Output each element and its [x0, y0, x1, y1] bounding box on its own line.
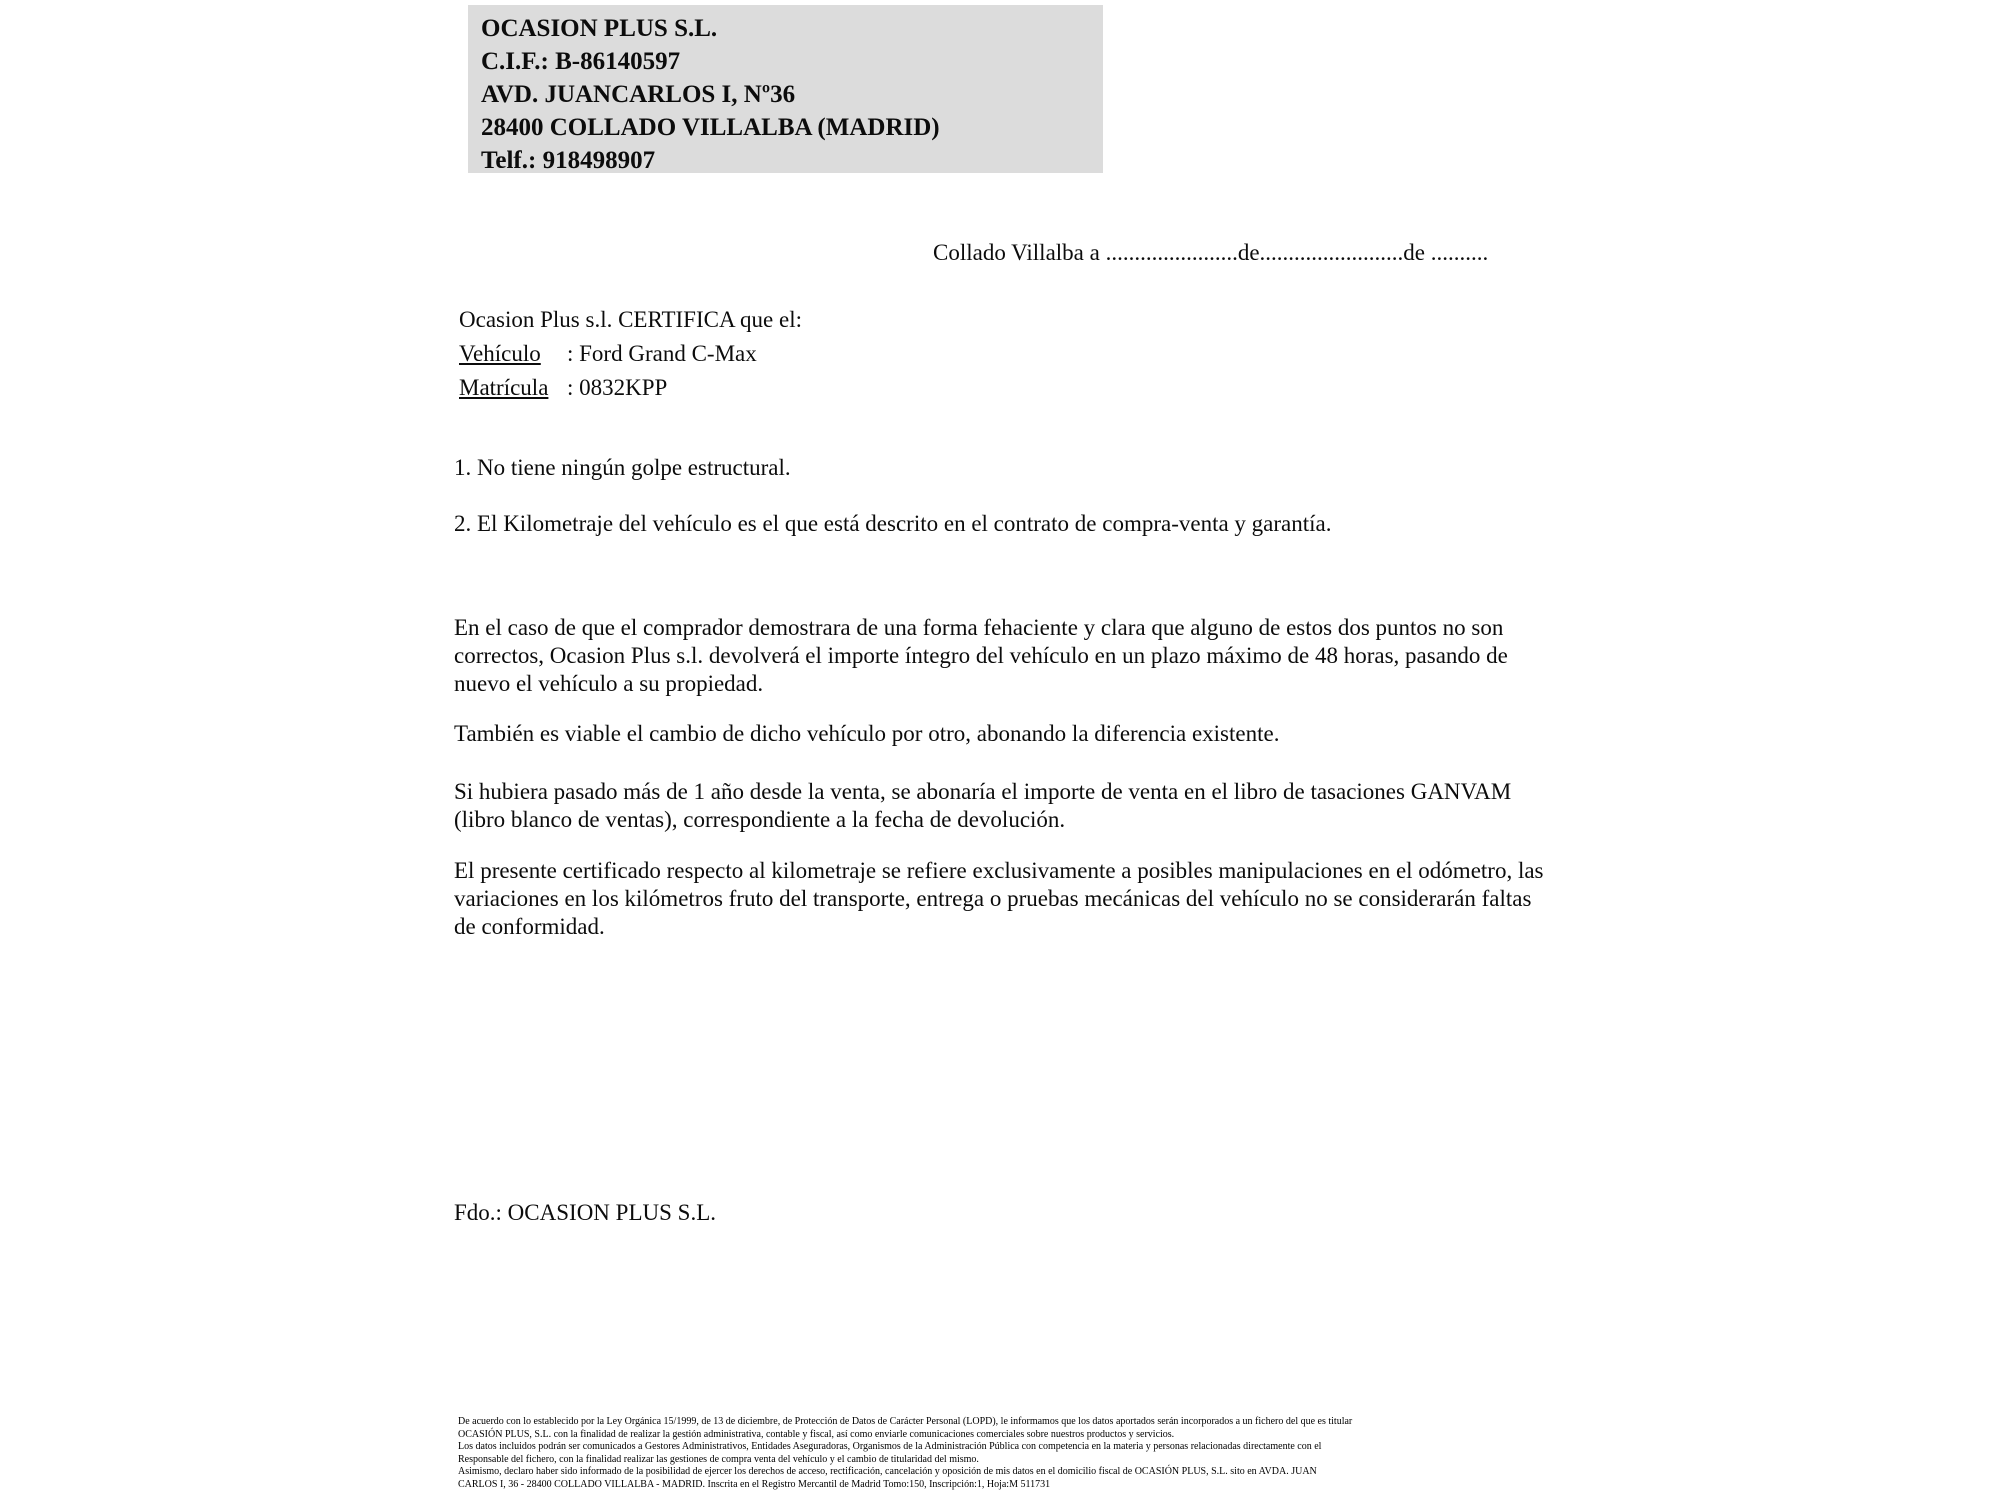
paragraph-exchange: También es viable el cambio de dicho vehículo por otro, abonando la diferencia existente.	[454, 721, 1280, 746]
company-phone: Telf.: 918498907	[481, 147, 656, 174]
paragraph-refund: En el caso de que el comprador demostrara de una forma fehaciente y clara que alguno de estos dos puntos no son correctos, Ocasion Plus s.l. devolverá el importe íntegro del vehículo en un plazo máximo de 48 horas, pasando de nuevo el vehículo a su propiedad.	[454, 615, 1508, 696]
vehicle-row	[459, 337, 802, 371]
point-1: 1. No tiene ningún golpe estructural.	[454, 455, 791, 480]
paragraph-ganvam: Si hubiera pasado más de 1 año desde la venta, se abonaría el importe de venta en el libro de tasaciones GANVAM (libro blanco de ventas), correspondiente a la fecha de devolución.	[454, 779, 1512, 832]
legal-footer-line: OCASIÓN PLUS, S.L. con la finalidad de realizar la gestión administrativa, contable y fiscal, así como enviarle comunicaciones comerciales sobre nuestros productos y servicios.	[458, 1428, 1175, 1440]
paragraph-odometer: El presente certificado respecto al kilometraje se refiere exclusivamente a posibles manipulaciones en el odómetro, las variaciones en los kilómetros fruto del transporte, entrega o pruebas mecánicas del vehículo no se considerarán faltas de conformidad.	[454, 858, 1544, 939]
company-name: OCASION PLUS S.L.	[481, 15, 718, 42]
legal-footer-line: De acuerdo con lo establecido por la Ley Orgánica 15/1999, de 13 de diciembre, de Protección de Datos de Carácter Personal (LOPD), le informamos que los datos aportados serán incorporados a un fichero del que es titular	[458, 1416, 1353, 1427]
certification-block	[459, 303, 802, 405]
plate-value: : 0832KPP	[567, 375, 668, 400]
legal-footer-line: Asimismo, declaro haber sido informado de la posibilidad de ejercer los derechos de acceso, rectificación, cancelación y oposición de mis datos en el domicilio fiscal de OCASIÓN PLUS, S.L. sito en AVDA. JUAN	[458, 1466, 1317, 1478]
legal-footer-line: Los datos incluidos podrán ser comunicados a Gestores Administrativos, Entidades Aseguradoras, Organismos de la Administración Pública con competencia en la materia y personas relacionadas directamente con el	[458, 1441, 1322, 1453]
company-address: AVD. JUANCARLOS I, Nº36	[481, 81, 796, 108]
legal-footer-line: Responsable del fichero, con la finalidad realizar las gestiones de compra venta del vehículo y el cambio de titularidad del mismo.	[458, 1453, 979, 1465]
signature-line: Fdo.: OCASION PLUS S.L.	[454, 1200, 716, 1225]
vehicle-value: : Ford Grand C-Max	[567, 341, 757, 366]
plate-label: Matrícula	[459, 375, 549, 400]
company-letterhead	[468, 5, 1103, 173]
legal-footer	[458, 1416, 1558, 1492]
legal-footer-line: CARLOS I, 36 - 28400 COLLADO VILLALBA - MADRID. Inscrita en el Registro Mercantil de Madrid Tomo:150, Inscripción:1, Hoja:M 511731	[458, 1478, 1051, 1490]
company-cif: C.I.F.: B-86140597	[481, 48, 681, 75]
date-line: Collado Villalba a .......................de.........................de ..........	[933, 240, 1489, 265]
company-city: 28400 COLLADO VILLALBA (MADRID)	[481, 114, 940, 141]
vehicle-label: Vehículo	[459, 341, 541, 366]
point-2: 2. El Kilometraje del vehículo es el que está descrito en el contrato de compra-venta y garantía.	[454, 511, 1332, 536]
certify-intro: Ocasion Plus s.l. CERTIFICA que el:	[459, 307, 802, 332]
plate-row	[459, 371, 802, 405]
